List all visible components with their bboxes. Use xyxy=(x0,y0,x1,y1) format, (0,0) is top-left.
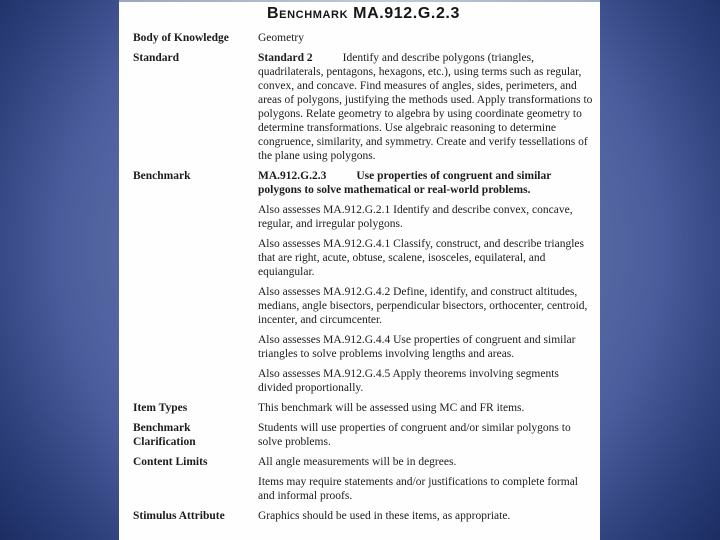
row-label: Item Types xyxy=(133,402,188,414)
row-content xyxy=(258,31,594,45)
row-label: Standard xyxy=(133,52,180,64)
content-limits-text-2: Items may require statements and/or justifications to complete formal and informal proofs. xyxy=(258,476,578,502)
stimulus-attribute-text: Graphics should be used in these items, as appropriate. xyxy=(258,510,511,522)
benchmark-statement xyxy=(258,169,594,197)
body-of-knowledge-text: Geometry xyxy=(258,32,304,44)
row-content xyxy=(258,455,594,503)
row-content xyxy=(258,51,594,163)
table-row-standard xyxy=(133,51,594,163)
standard-number: Standard 2 xyxy=(258,52,313,64)
benchmark-spec-table xyxy=(133,31,594,523)
standard-text: Identify and describe polygons (triangles, quadrilaterals, pentagons, hexagons, etc.), using terms such as regular, convex, and concave. Find measures of angles, sides, perimeters, and areas of polygons, justifying the methods used. Apply transformations to polygons. Relate geometry to algebra by using coordinate geometry to determine transformations. Use algebraic reasoning to determine congruence, similarity, and symmetry. Create and verify tessellations of the plane using polygons. xyxy=(258,52,593,162)
row-content xyxy=(258,169,594,395)
item-types-text: This benchmark will be assessed using MC and FR items. xyxy=(258,402,525,414)
benchmark-spec-page xyxy=(119,0,600,540)
row-content xyxy=(258,401,594,415)
row-label: Content Limits xyxy=(133,456,208,468)
also-assesses-item: Also assesses MA.912.G.2.1 Identify and describe convex, concave, regular, and irregular polygons. xyxy=(258,204,573,230)
row-label: Benchmark xyxy=(133,170,191,182)
benchmark-code: MA.912.G.2.3 xyxy=(258,170,327,182)
table-row-benchmark xyxy=(133,169,594,395)
also-assesses-item: Also assesses MA.912.G.4.4 Use properties of congruent and similar triangles to solve problems involving lengths and areas. xyxy=(258,334,576,360)
row-content xyxy=(258,509,594,523)
table-row-stimulus-attribute xyxy=(133,509,594,523)
table-row-content-limits xyxy=(133,455,594,503)
standard-paragraph xyxy=(258,51,594,163)
table-row-item-types xyxy=(133,401,594,415)
row-content xyxy=(258,421,594,449)
page-title: Benchmark MA.912.G.2.3 xyxy=(267,5,460,22)
row-label: Stimulus Attribute xyxy=(133,510,225,522)
also-assesses-item: Also assesses MA.912.G.4.2 Define, identify, and construct altitudes, medians, angle bisectors, perpendicular bisectors, orthocenter, centroid, incenter, and circumcenter. xyxy=(258,286,588,326)
also-assesses-item: Also assesses MA.912.G.4.5 Apply theorems involving segments divided proportionally. xyxy=(258,368,559,394)
benchmark-text: Use properties of congruent and similar polygons to solve mathematical or real-world problems. xyxy=(258,170,552,196)
also-assesses-item: Also assesses MA.912.G.4.1 Classify, construct, and describe triangles that are right, acute, obtuse, scalene, isosceles, equilateral, and equiangular. xyxy=(258,238,584,278)
table-row-benchmark-clarification xyxy=(133,421,594,449)
row-label: Benchmark Clarification xyxy=(133,422,196,448)
page-top-edge xyxy=(119,0,600,2)
table-row-body-of-knowledge xyxy=(133,31,594,45)
benchmark-clarification-text: Students will use properties of congruent and/or similar polygons to solve problems. xyxy=(258,422,571,448)
content-limits-text-1: All angle measurements will be in degrees. xyxy=(258,456,457,468)
row-label: Body of Knowledge xyxy=(133,32,229,44)
